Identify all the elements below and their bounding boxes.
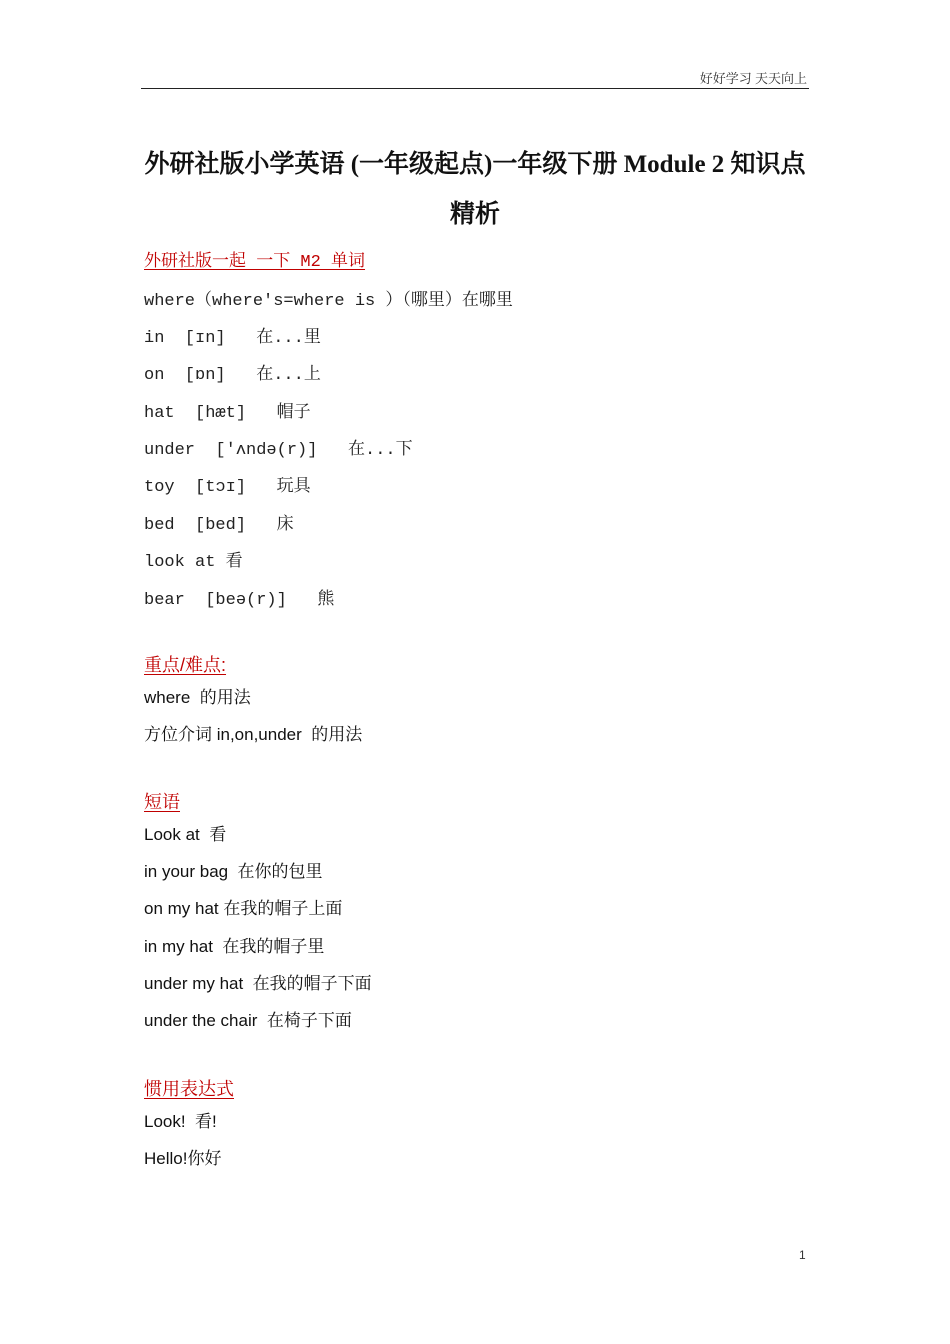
key-point-line: where 的用法 (144, 688, 251, 707)
phrases-heading: 短语 (144, 792, 180, 812)
vocab-line: under [ʹʌndə(r)] 在...下 (144, 441, 413, 460)
vocab-line: toy [tɔɪ] 玩具 (144, 478, 311, 497)
expression-line: Hello!你好 (144, 1149, 222, 1168)
phrase-line: on my hat 在我的帽子上面 (144, 899, 343, 918)
phrase-line: Look at 看 (144, 825, 227, 844)
vocab-line: hat [hæt] 帽子 (144, 404, 311, 423)
page-header: 好好学习 天天向上 (699, 71, 807, 86)
document-title: 外研社版小学英语 (一年级起点)一年级下册 Module 2 知识点精析 (144, 151, 806, 228)
key-point-line: 方位介词 in,on,under 的用法 (144, 725, 363, 744)
vocab-heading: 外研社版一起 一下 M2 单词 (144, 253, 366, 272)
header-rule (141, 88, 809, 89)
key-points-heading: 重点/难点: (144, 655, 227, 675)
phrase-line: under my hat 在我的帽子下面 (144, 974, 372, 993)
expression-line: Look! 看! (144, 1112, 217, 1131)
vocab-line: in [ɪn] 在...里 (144, 329, 321, 348)
phrase-line: under the chair 在椅子下面 (144, 1011, 352, 1030)
phrase-line: in your bag 在你的包里 (144, 862, 323, 881)
vocab-line: bed [bed] 床 (144, 516, 294, 535)
vocab-line: where（where's=where is ）（哪里）在哪里 (144, 292, 513, 311)
vocab-line: on [ɒn] 在...上 (144, 366, 321, 385)
vocab-line: bear [beə(r)] 熊 (144, 591, 335, 610)
expressions-heading: 惯用表达式 (144, 1079, 234, 1099)
vocab-line: look at 看 (144, 553, 243, 572)
phrase-line: in my hat 在我的帽子里 (144, 937, 325, 956)
page-number: 1 (799, 1248, 806, 1262)
